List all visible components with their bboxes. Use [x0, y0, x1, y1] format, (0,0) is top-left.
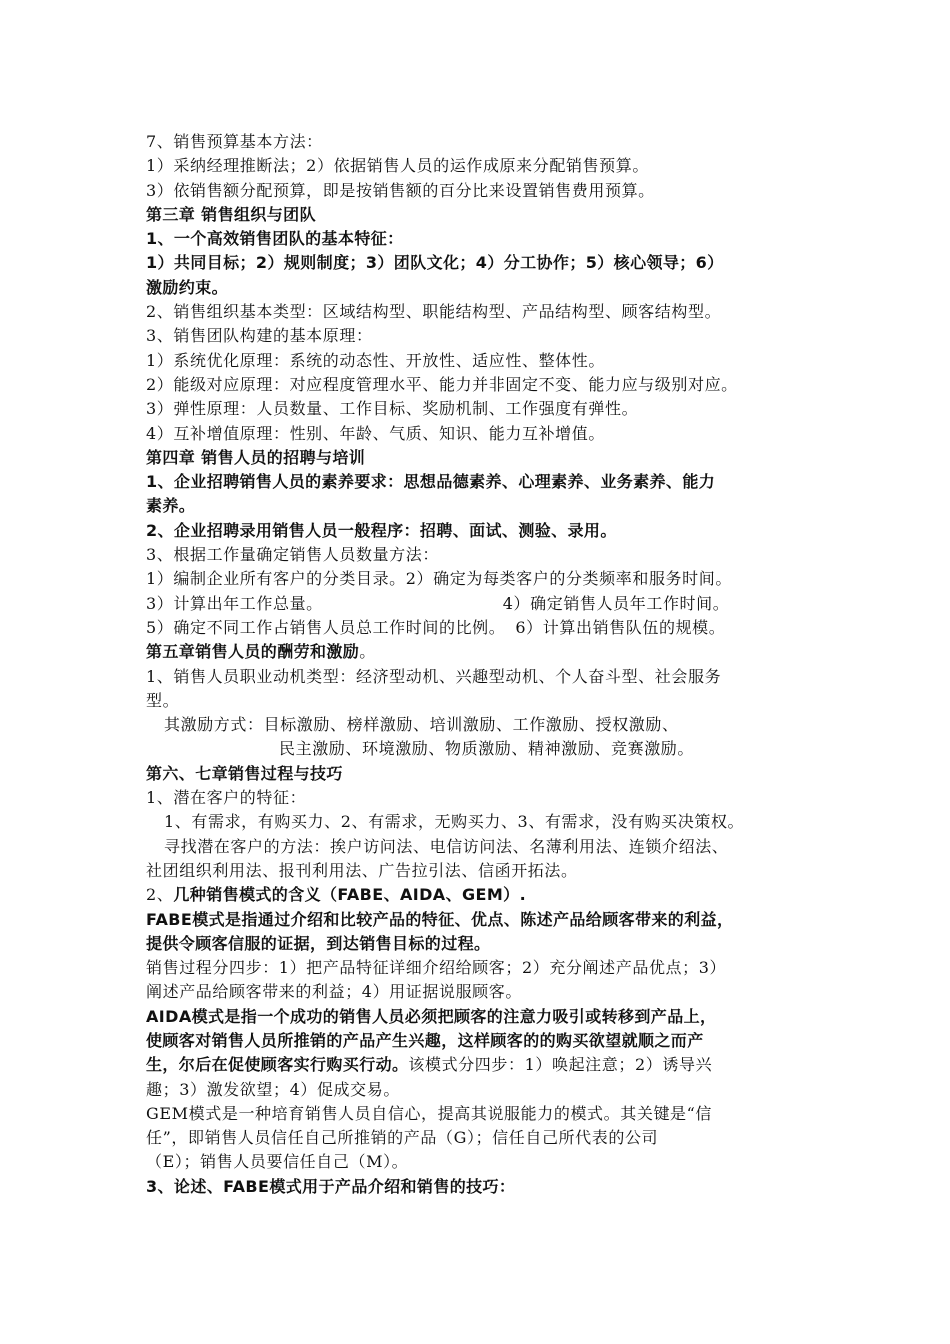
- text-line: 1）采纳经理推断法；2）依据销售人员的运作成原来分配销售预算。: [146, 156, 649, 176]
- text-segment: 3）计算出年工作总量。: [146, 593, 323, 613]
- chapter-heading: 第三章 销售组织与团队: [146, 204, 316, 224]
- bold-line: 提供令顾客信服的证据，到达销售目标的过程。: [146, 933, 491, 953]
- bold-line: 使顾客对销售人员所推销的产品产生兴趣，这样顾客的的购买欲望就顺之而产: [146, 1030, 704, 1050]
- chapter-heading: 第六、七章销售过程与技巧: [146, 763, 343, 783]
- bold-line: 激励约束。: [146, 277, 229, 297]
- text-line: 2、销售组织基本类型：区域结构型、职能结构型、产品结构型、顾客结构型。: [146, 302, 722, 322]
- text-line: 1）编制企业所有客户的分类目录。2）确定为每类客户的分类频率和服务时间。: [146, 569, 732, 589]
- text-line: 1、潜在客户的特征：: [146, 788, 307, 808]
- chapter-heading-line: [146, 640, 836, 664]
- text-line: 销售过程分四步：1）把产品特征详细介绍给顾客；2）充分阐述产品优点；3）: [146, 958, 727, 978]
- text-line: [146, 592, 836, 616]
- text-line: 1、有需求，有购买力、2、有需求，无购买力、3、有需求，没有购买决策权。: [164, 812, 745, 832]
- text-line: （E）；销售人员要信任自己（M）。: [146, 1152, 409, 1172]
- document-page: [146, 130, 836, 1199]
- text-line: 趣；3）激发欲望；4）促成交易。: [146, 1079, 400, 1099]
- text-line: 4）互补增值原理：性别、年龄、气质、知识、能力互补增值。: [146, 423, 605, 443]
- text-line: 任”，即销售人员信任自己所推销的产品（G）；信任自己所代表的公司: [146, 1128, 659, 1148]
- bold-segment: 几种销售模式的含义（FABE、AIDA、GEM）.: [173, 885, 527, 905]
- bold-line: AIDA模式是指一个成功的销售人员必须把顾客的注意力吸引或转移到产品上，: [146, 1006, 717, 1026]
- text-line: 3）弹性原理：人员数量、工作目标、奖励机制、工作强度有弹性。: [146, 399, 639, 419]
- chapter-heading: 第五章销售人员的酬劳和激励: [146, 642, 360, 662]
- text-line: 寻找潜在客户的方法：挨户访问法、电信访问法、名薄利用法、连锁介绍法、: [164, 836, 729, 856]
- text-line: 阐述产品给顾客带来的利益；4）用证据说服顾客。: [146, 982, 522, 1002]
- text-segment: 该模式分四步：1）唤起注意；2）诱导兴: [408, 1055, 713, 1075]
- text-line: [146, 883, 836, 907]
- text-line: 2）能级对应原理：对应程度管理水平、能力并非固定不变、能力应与级别对应。: [146, 374, 738, 394]
- text-segment: 6）计算出销售队伍的规模。: [515, 617, 726, 637]
- bold-line: 2、企业招聘录用销售人员一般程序：招聘、面试、测验、录用。: [146, 520, 617, 540]
- text-line: 3）依销售额分配预算，即是按销售额的百分比来设置销售费用预算。: [146, 180, 655, 200]
- text-segment: 4）确定销售人员年工作时间。: [502, 593, 730, 613]
- text-line: 7、销售预算基本方法：: [146, 132, 323, 151]
- text-segment: 。: [359, 642, 376, 662]
- text-segment: 5）确定不同工作占销售人员总工作时间的比例。: [146, 617, 506, 637]
- text-line: [146, 1053, 836, 1077]
- text-line: 其激励方式：目标激励、榜样激励、培训激励、工作激励、授权激励、: [164, 715, 679, 735]
- bold-segment: 生，尔后在促使顾客实行购买行动。: [146, 1055, 409, 1075]
- text-line: 1、销售人员职业动机类型：经济型动机、兴趣型动机、个人奋斗型、社会服务: [146, 666, 722, 686]
- chapter-heading: 第四章 销售人员的招聘与培训: [146, 447, 366, 467]
- text-line: 3、销售团队构建的基本原理：: [146, 326, 373, 346]
- bold-line: 1）共同目标；2）规则制度；3）团队文化；4）分工协作；5）核心领导；6）: [146, 253, 724, 273]
- bold-line: 3、论述、FABE模式用于产品介绍和销售的技巧：: [146, 1176, 516, 1196]
- bold-line: 素养。: [146, 496, 196, 516]
- text-segment: 2、: [146, 885, 174, 905]
- text-line: GEM模式是一种培育销售人员自信心，提高其说服能力的模式。其关键是“信: [146, 1103, 713, 1123]
- text-line: 民主激励、环境激励、物质激励、精神激励、竞赛激励。: [279, 739, 695, 759]
- bold-line: FABE模式是指通过介绍和比较产品的特征、优点、陈述产品给顾客带来的利益，: [146, 909, 734, 929]
- text-line: 社团组织利用法、报刊利用法、广告拉引法、信函开拓法。: [146, 860, 578, 880]
- bold-line: 1、企业招聘销售人员的素养要求：思想品德素养、心理素养、业务素养、能力: [146, 472, 716, 492]
- text-line: 3、根据工作量确定销售人员数量方法：: [146, 545, 439, 565]
- text-line: 型。: [146, 690, 180, 710]
- bold-line: 1、一个高效销售团队的基本特征：: [146, 229, 404, 249]
- text-line: 1）系统优化原理：系统的动态性、开放性、适应性、整体性。: [146, 350, 605, 370]
- text-line: [146, 616, 836, 640]
